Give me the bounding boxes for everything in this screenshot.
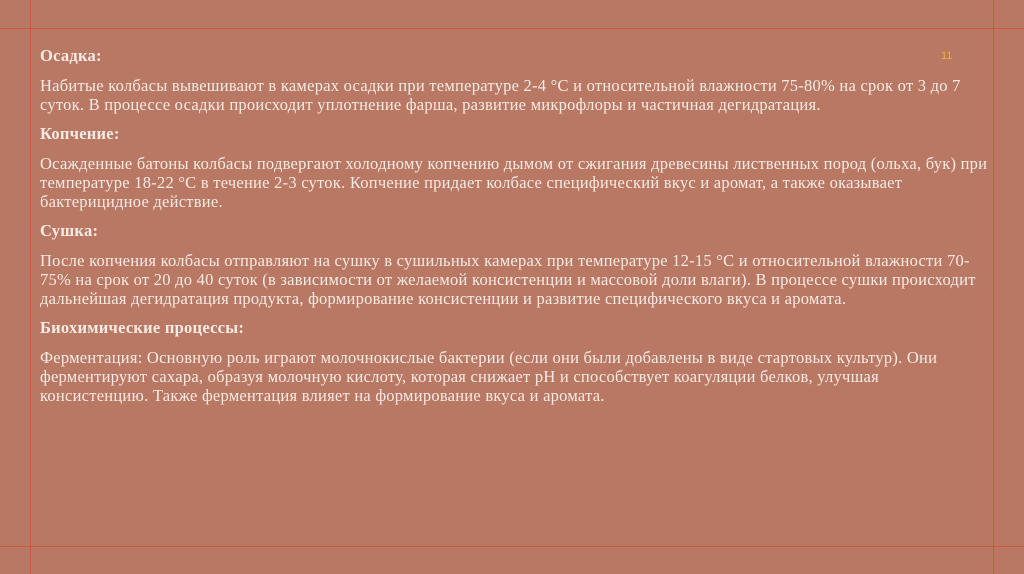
section-heading-sushka: Сушка: xyxy=(40,221,99,240)
section-text-biochemical: Ферментация: Основную роль играют молочнокислые бактерии (если они были добавлены в виде стартовых культур). Они ферментируют сахара, образуя молочную кислоту, которая снижает pH и способствует коагуляции белков, улучшая консистенцию. Также ферментация влияет на формирование вкуса и аромата. xyxy=(40,348,938,405)
section-heading-kopchenie: Копчение: xyxy=(40,124,120,143)
section-heading-biochemical: Биохимические процессы: xyxy=(40,318,245,337)
frame-top-line xyxy=(0,28,1024,29)
section-text-kopchenie: Осажденные батоны колбасы подвергают холодному копчению дымом от сжигания древесины лиственных пород (ольха, бук) при температуре 18-22 °C в течение 2-3 суток. Копчение придает колбасе специфический вкус и аромат, а также оказывает бактерицидное действие. xyxy=(40,154,988,211)
section-heading-osadka: Осадка: xyxy=(40,46,102,65)
section-text-osadka: Набитые колбасы вывешивают в камерах осадки при температуре 2-4 °C и относительной влажности 75-80% на срок от 3 до 7 суток. В процессе осадки происходит уплотнение фарша, развитие микрофлоры и частичная дегидратация. xyxy=(40,76,961,114)
section-text-sushka: После копчения колбасы отправляют на сушку в сушильных камерах при температуре 12-15 °C и относительной влажности 70-75% на срок от 20 до 40 суток (в зависимости от желаемой консистенции и массовой доли влаги). В процессе сушки происходит дальнейшая дегидратация продукта, формирование консистенции и развитие специфического вкуса и аромата. xyxy=(40,251,976,308)
frame-left-line xyxy=(30,0,31,574)
frame-right-line xyxy=(993,0,994,574)
page-number: 11 xyxy=(941,50,953,62)
slide-content xyxy=(40,46,990,415)
frame-bottom-line xyxy=(0,546,1024,547)
